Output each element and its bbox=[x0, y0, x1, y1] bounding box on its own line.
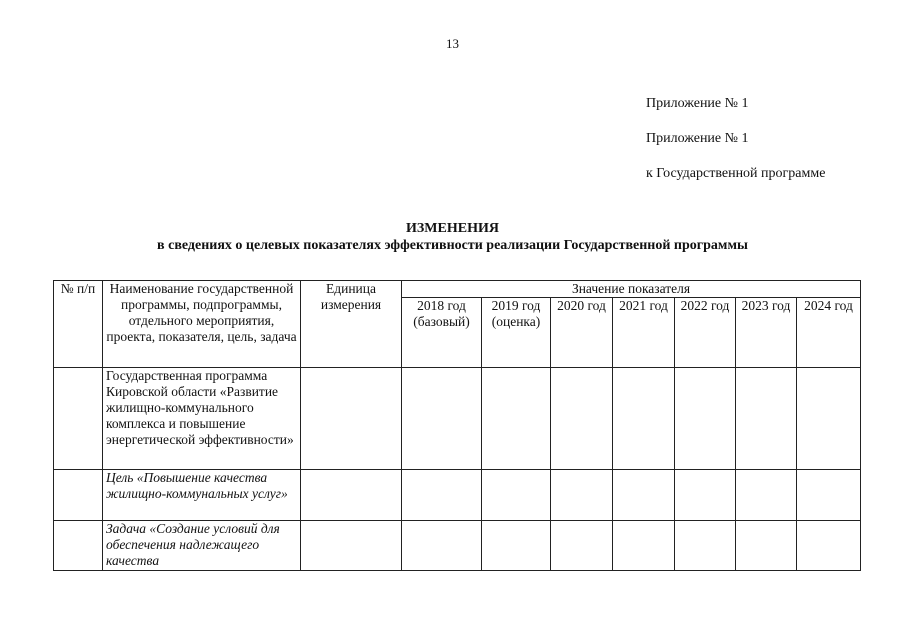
row-value-cell bbox=[736, 521, 797, 571]
indicators-table bbox=[53, 280, 861, 571]
appendix-line-2: Приложение № 1 bbox=[646, 131, 749, 146]
header-num: № п/п bbox=[54, 281, 103, 368]
row-value-cell bbox=[402, 521, 482, 571]
table-row bbox=[54, 368, 861, 470]
header-year-2020: 2020 год bbox=[551, 298, 613, 368]
row-value-cell bbox=[675, 368, 736, 470]
row-num-cell bbox=[54, 368, 103, 470]
row-value-cell bbox=[675, 470, 736, 521]
row-value-cell bbox=[482, 521, 551, 571]
appendix-line-1: Приложение № 1 bbox=[646, 96, 749, 111]
page-number: 13 bbox=[446, 36, 459, 51]
row-unit-cell bbox=[301, 521, 402, 571]
row-value-cell bbox=[402, 368, 482, 470]
row-value-cell bbox=[736, 368, 797, 470]
row-value-cell bbox=[613, 470, 675, 521]
header-value-group: Значение показателя bbox=[402, 281, 861, 298]
header-name: Наименование государственной программы, подпрограммы, отдельного мероприятия, проекта, показателя, цель, задача bbox=[103, 281, 301, 368]
row-unit-cell bbox=[301, 470, 402, 521]
document-title: ИЗМЕНЕНИЯ bbox=[406, 221, 499, 236]
header-year-2023: 2023 год bbox=[736, 298, 797, 368]
appendix-line-3: к Государственной программе bbox=[646, 166, 826, 181]
document-subtitle: в сведениях о целевых показателях эффективности реализации Государственной программы bbox=[157, 238, 748, 253]
document-title-block bbox=[0, 220, 905, 254]
row-value-cell bbox=[675, 521, 736, 571]
row-value-cell bbox=[736, 470, 797, 521]
row-value-cell bbox=[402, 470, 482, 521]
row-name-cell: Цель «Повышение качества жилищно-коммунальных услуг» bbox=[103, 470, 301, 521]
row-num-cell bbox=[54, 470, 103, 521]
header-unit: Единица измерения bbox=[301, 281, 402, 368]
row-value-cell bbox=[551, 470, 613, 521]
row-value-cell bbox=[551, 521, 613, 571]
row-name-cell: Государственная программа Кировской области «Развитие жилищно-коммунального комплекса и повышение энергетической эффективности» bbox=[103, 368, 301, 470]
row-value-cell bbox=[551, 368, 613, 470]
row-value-cell bbox=[613, 521, 675, 571]
row-value-cell bbox=[482, 368, 551, 470]
row-value-cell bbox=[613, 368, 675, 470]
row-value-cell bbox=[482, 470, 551, 521]
row-num-cell bbox=[54, 521, 103, 571]
header-row-1 bbox=[54, 281, 861, 298]
header-year-2024: 2024 год bbox=[797, 298, 861, 368]
row-name-cell: Задача «Создание условий для обеспечения надлежащего качества bbox=[103, 521, 301, 571]
row-value-cell bbox=[797, 470, 861, 521]
row-value-cell bbox=[797, 368, 861, 470]
header-year-2019: 2019 год (оценка) bbox=[482, 298, 551, 368]
row-unit-cell bbox=[301, 368, 402, 470]
table-row bbox=[54, 521, 861, 571]
header-year-2021: 2021 год bbox=[613, 298, 675, 368]
header-year-2018: 2018 год (базовый) bbox=[402, 298, 482, 368]
header-year-2022: 2022 год bbox=[675, 298, 736, 368]
table-row bbox=[54, 470, 861, 521]
row-value-cell bbox=[797, 521, 861, 571]
